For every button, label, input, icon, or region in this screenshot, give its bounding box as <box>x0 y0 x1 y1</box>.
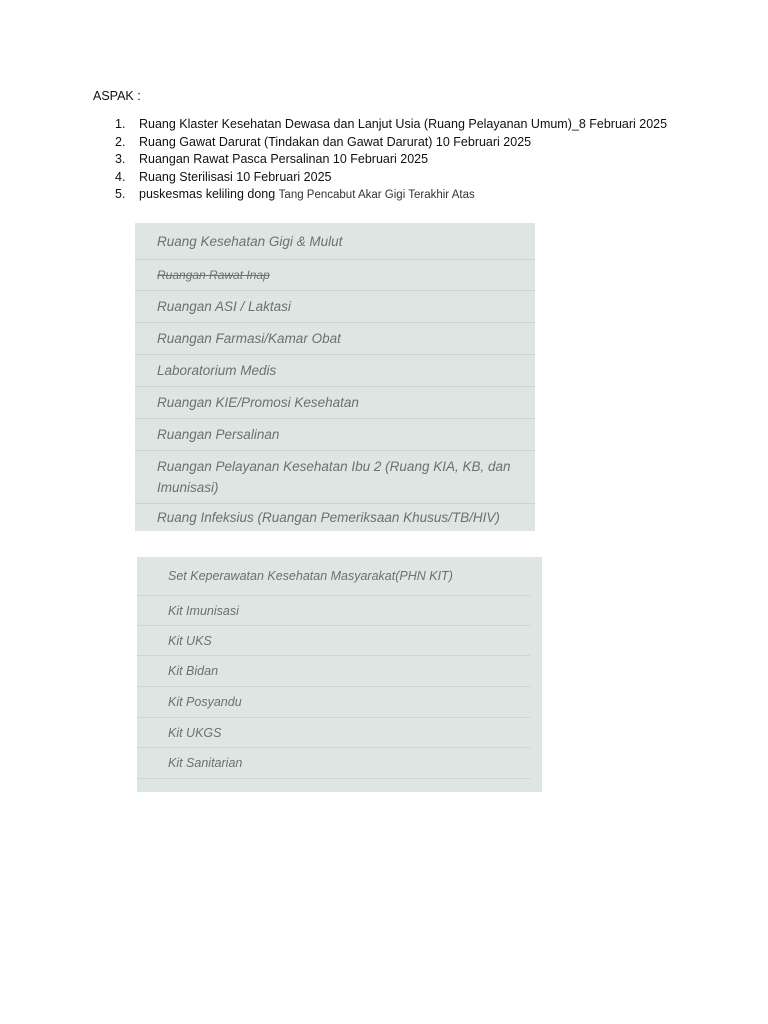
room-item-label: Ruang Infeksius (Ruangan Pemeriksaan Khusus/TB/HIV) <box>157 510 500 525</box>
kit-item <box>137 626 530 656</box>
rooms-panel <box>135 223 535 531</box>
list-number: 5. <box>115 187 126 202</box>
list-number: 2. <box>115 134 126 149</box>
room-item <box>135 387 535 419</box>
list-text: Ruang Klaster Kesehatan Dewasa dan Lanjut Usia (Ruang Pelayanan Umum)_8 Februari 2025 <box>139 117 668 131</box>
kit-item-label: Set Keperawatan Kesehatan Masyarakat(PHN KIT) <box>168 569 453 583</box>
room-item <box>135 323 535 355</box>
list-number: 4. <box>115 169 126 184</box>
room-item-label: Ruangan Rawat Inap <box>157 267 270 282</box>
kit-item <box>137 596 530 626</box>
list-item <box>115 186 667 204</box>
room-item-label: Ruangan Persalinan <box>157 427 280 442</box>
kit-item <box>137 656 530 687</box>
room-item <box>135 419 535 451</box>
list-text: puskesmas keliling dong <box>139 187 279 202</box>
kit-item-label: Kit UKS <box>168 633 212 648</box>
kit-item <box>137 687 530 718</box>
room-item <box>135 223 535 260</box>
list-text: Ruangan Rawat Pasca Persalinan 10 Februari 2025 <box>139 152 429 167</box>
room-item-label: Ruang Kesehatan Gigi & Mulut <box>157 233 343 249</box>
room-item-struck <box>135 260 535 291</box>
room-item-label: Laboratorium Medis <box>157 363 277 378</box>
room-item <box>135 355 535 387</box>
list-number: 3. <box>115 152 126 167</box>
list-item <box>115 151 667 169</box>
room-item-label: Ruangan ASI / Laktasi <box>157 299 291 314</box>
list-item <box>115 169 667 187</box>
list-text-suffix: Tang Pencabut Akar Gigi Terakhir Atas <box>278 189 475 202</box>
kit-item <box>137 748 530 779</box>
kit-item-label: Kit Posyandu <box>168 695 242 709</box>
list-text: Ruang Gawat Darurat (Tindakan dan Gawat Darurat) 10 Februari 2025 <box>139 134 532 149</box>
aspak-list <box>115 116 667 204</box>
room-item-label: Ruangan KIE/Promosi Kesehatan <box>157 395 359 410</box>
list-text: Ruang Sterilisasi 10 Februari 2025 <box>139 169 332 184</box>
page-heading: ASPAK : <box>93 89 141 103</box>
kit-item-label: Kit Sanitarian <box>168 756 243 770</box>
kit-item-label: Kit Imunisasi <box>168 603 239 618</box>
room-item <box>135 291 535 323</box>
room-item <box>135 451 535 504</box>
list-item <box>115 116 667 134</box>
kit-item <box>137 557 530 596</box>
list-item <box>115 134 667 152</box>
room-item <box>135 504 535 531</box>
kit-item <box>137 718 530 748</box>
list-number: 1. <box>115 117 126 131</box>
kit-item-label: Kit Bidan <box>168 664 219 678</box>
room-item-label: Ruangan Farmasi/Kamar Obat <box>157 331 341 346</box>
room-item-label: Ruangan Pelayanan Kesehatan Ibu 2 (Ruang KIA, KB, dan Imunisasi) <box>157 459 511 495</box>
kit-item-label: Kit UKGS <box>168 725 222 740</box>
kits-panel <box>137 557 542 792</box>
